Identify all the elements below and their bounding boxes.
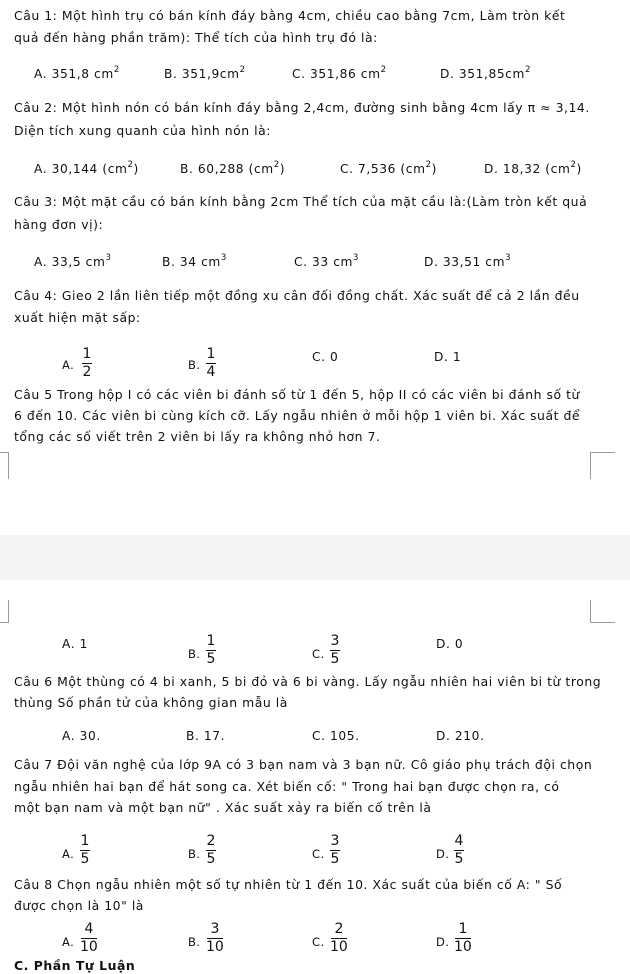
q7-option-d-label: D.	[436, 847, 450, 861]
q8-text-line1: Câu 8 Chọn ngẫu nhiên một số tự nhiên từ 1 đến 10. Xác suất của biến cố A: " Số	[14, 877, 563, 892]
q7-option-c-fraction: 3 5	[330, 833, 340, 867]
q3-text-line1: Câu 3: Một mặt cầu có bán kính bằng 2cm Thể tích của mặt cầu là:(Làm tròn kết quả	[14, 194, 588, 209]
q8-option-b-label: B.	[188, 935, 201, 949]
q7-text-line2: ngẫu nhiên hai bạn để hát song ca. Xét biến cố: " Trong hai bạn được chọn ra, có	[14, 779, 560, 794]
scan-gray-band	[0, 535, 630, 580]
q4-option-a-label: A.	[62, 358, 75, 372]
q1-option-c: C. 351,86 $cm^2$	[292, 65, 387, 81]
q8-option-a-fraction: 4 10	[80, 921, 98, 955]
q2-text-line1: Câu 2: Một hình nón có bán kính đáy bằng 2,4cm, đường sinh bằng 4cm lấy π ≈ 3,14.	[14, 100, 590, 115]
q8-option-a-label: A.	[62, 935, 75, 949]
q7-option-b-fraction: 2 5	[206, 833, 216, 867]
q6-option-d: D. 210.	[436, 729, 485, 743]
q6-option-c: C. 105.	[312, 729, 360, 743]
crop-mark-top-left	[0, 452, 9, 479]
q3-option-c: C. 33 $cm^3$	[294, 253, 360, 269]
q4-text-line2: xuất hiện mặt sấp:	[14, 310, 141, 325]
q6-option-a: A. 30.	[62, 729, 101, 743]
q7-option-a-fraction: 1 5	[80, 833, 90, 867]
q1-text-line2: quả đến hàng phần trăm): Thể tích của hình trụ đó là:	[14, 30, 378, 45]
q7-option-d-fraction: 4 5	[454, 833, 464, 867]
section-heading-tu-luan: C. Phần Tự Luận	[14, 958, 136, 973]
q7-option-c-label: C.	[312, 847, 325, 861]
q2-option-c: C. 7,536 $(cm^2)$	[340, 160, 437, 176]
q5-option-c-label: C.	[312, 647, 325, 661]
q5-text-line2: 6 đến 10. Các viên bi cùng kích cỡ. Lấy ngẫu nhiên ở mỗi hộp 1 viên bi. Xác suất để	[14, 408, 581, 423]
q4-option-b-fraction: 1 4	[206, 346, 216, 380]
q8-option-d-label: D.	[436, 935, 450, 949]
q1-text-line1: Câu 1: Một hình trụ có bán kính đáy bằng 4cm, chiều cao bằng 7cm, Làm tròn kết	[14, 8, 566, 23]
q5-option-c-fraction: 3 5	[330, 633, 340, 667]
q2-option-d: D. 18,32 $(cm^2)$	[484, 160, 582, 176]
q8-option-c-label: C.	[312, 935, 325, 949]
q4-option-c: C. 0	[312, 350, 339, 364]
q5-option-b-fraction: 1 5	[206, 633, 216, 667]
q8-option-b-fraction: 3 10	[206, 921, 224, 955]
q5-text-line3: tổng các số viết trên 2 viên bi lấy ra không nhỏ hơn 7.	[14, 429, 381, 444]
q1-option-b: B. $351,9cm^2$	[164, 65, 246, 81]
q6-text-line1: Câu 6 Một thùng có 4 bi xanh, 5 bi đỏ và 6 bi vàng. Lấy ngẫu nhiên hai viên bi từ trong	[14, 674, 602, 689]
q4-option-d: D. 1	[434, 350, 462, 364]
q4-option-b-label: B.	[188, 358, 201, 372]
q7-text-line3: một bạn nam và một bạn nữ" . Xác suất xảy ra biến cố trên là	[14, 800, 432, 815]
q3-text-line2: hàng đơn vị):	[14, 217, 104, 232]
q3-option-a: A. 33,5 $cm^3$	[34, 253, 112, 269]
q6-option-b: B. 17.	[186, 729, 226, 743]
q5-option-a: A. 1	[62, 637, 89, 651]
q5-option-d: D. 0	[436, 637, 464, 651]
q8-text-line2: được chọn là 10" là	[14, 898, 144, 913]
q8-option-c-fraction: 2 10	[330, 921, 348, 955]
crop-mark-bottom-left	[0, 600, 9, 623]
q4-text-line1: Câu 4: Gieo 2 lần liên tiếp một đồng xu cân đối đồng chất. Xác suất để cả 2 lần đều	[14, 288, 580, 303]
crop-mark-top-right	[590, 452, 615, 479]
q7-option-b-label: B.	[188, 847, 201, 861]
q7-option-a-label: A.	[62, 847, 75, 861]
q5-option-b-label: B.	[188, 647, 201, 661]
q2-text-line2: Diện tích xung quanh của hình nón là:	[14, 123, 272, 138]
q2-option-a: A. 30,144 $(cm^2)$	[34, 160, 139, 176]
q8-option-d-fraction: 1 10	[454, 921, 472, 955]
q3-option-d: D. 33,51 $cm^3$	[424, 253, 512, 269]
q1-option-d: D. $351,85cm^2$	[440, 65, 531, 81]
q3-option-b: B. 34 $cm^3$	[162, 253, 227, 269]
q2-option-b: B. 60,288 $(cm^2)$	[180, 160, 286, 176]
q1-option-a: A. 351,8 $cm^2$	[34, 65, 120, 81]
q4-option-a-fraction: 1 2	[82, 346, 92, 380]
crop-mark-bottom-right	[590, 600, 615, 623]
q5-text-line1: Câu 5 Trong hộp I có các viên bi đánh số từ 1 đến 5, hộp II có các viên bi đánh số từ	[14, 387, 580, 402]
q7-text-line1: Câu 7 Đội văn nghệ của lớp 9A có 3 bạn nam và 3 bạn nữ. Cô giáo phụ trách đội chọn	[14, 757, 593, 772]
q6-text-line2: thùng Số phần tử của không gian mẫu là	[14, 695, 288, 710]
